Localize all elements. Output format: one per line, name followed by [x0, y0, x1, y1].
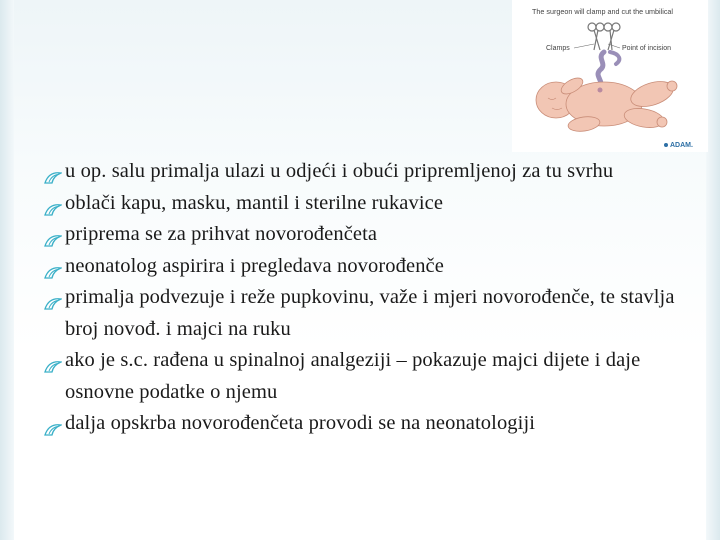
bullet-text: dalja opskrba novorođenčeta provodi se na neonatologiji	[65, 412, 536, 434]
clamp-icon	[588, 23, 620, 50]
incision-label: Point of incision	[622, 45, 672, 52]
bullet-item	[44, 345, 684, 408]
bullet-text: ako je s.c. rađena u spinalnoj analgeziji – pokazuje majci dijete i daje osnovne podatke o njemu	[65, 349, 641, 403]
slide-body	[44, 156, 684, 440]
adam-logo: ADAM.	[670, 142, 693, 149]
bird-wing-bullet-icon	[44, 416, 62, 430]
bird-wing-bullet-icon	[44, 196, 62, 210]
bullet-item	[44, 408, 684, 440]
bird-wing-bullet-icon	[44, 290, 62, 304]
bullet-text: u op. salu primalja ulazi u odjeći i obući pripremljenoj za tu svrhu	[65, 160, 614, 182]
bullet-text: priprema se za prihvat novorođenčeta	[65, 223, 378, 245]
bullet-text: oblači kapu, masku, mantil i sterilne rukavice	[65, 191, 444, 214]
figure-caption: The surgeon will clamp and cut the umbilical	[532, 7, 674, 16]
bullet-item	[44, 188, 684, 220]
right-edge-band	[706, 0, 720, 540]
bird-wing-bullet-icon	[44, 259, 62, 273]
bird-wing-bullet-icon	[44, 227, 62, 241]
bullet-item	[44, 219, 684, 251]
bird-wing-bullet-icon	[44, 164, 62, 178]
bullet-item	[44, 251, 684, 283]
clamps-label: Clamps	[546, 45, 570, 52]
bullet-text: neonatolog aspirira i pregledava novorođenče	[65, 254, 444, 277]
umbilical-clamp-illustration	[512, 0, 708, 152]
bullet-item	[44, 282, 684, 345]
bullet-item	[44, 156, 684, 188]
newborn-figure	[536, 75, 677, 133]
left-edge-band	[0, 0, 14, 540]
bullet-text: primalja podvezuje i reže pupkovinu, važe i mjeri novorođenče, te stavlja broj novođ. i majci na ruku	[65, 286, 675, 340]
bird-wing-bullet-icon	[44, 353, 62, 367]
bullet-list	[44, 156, 684, 440]
